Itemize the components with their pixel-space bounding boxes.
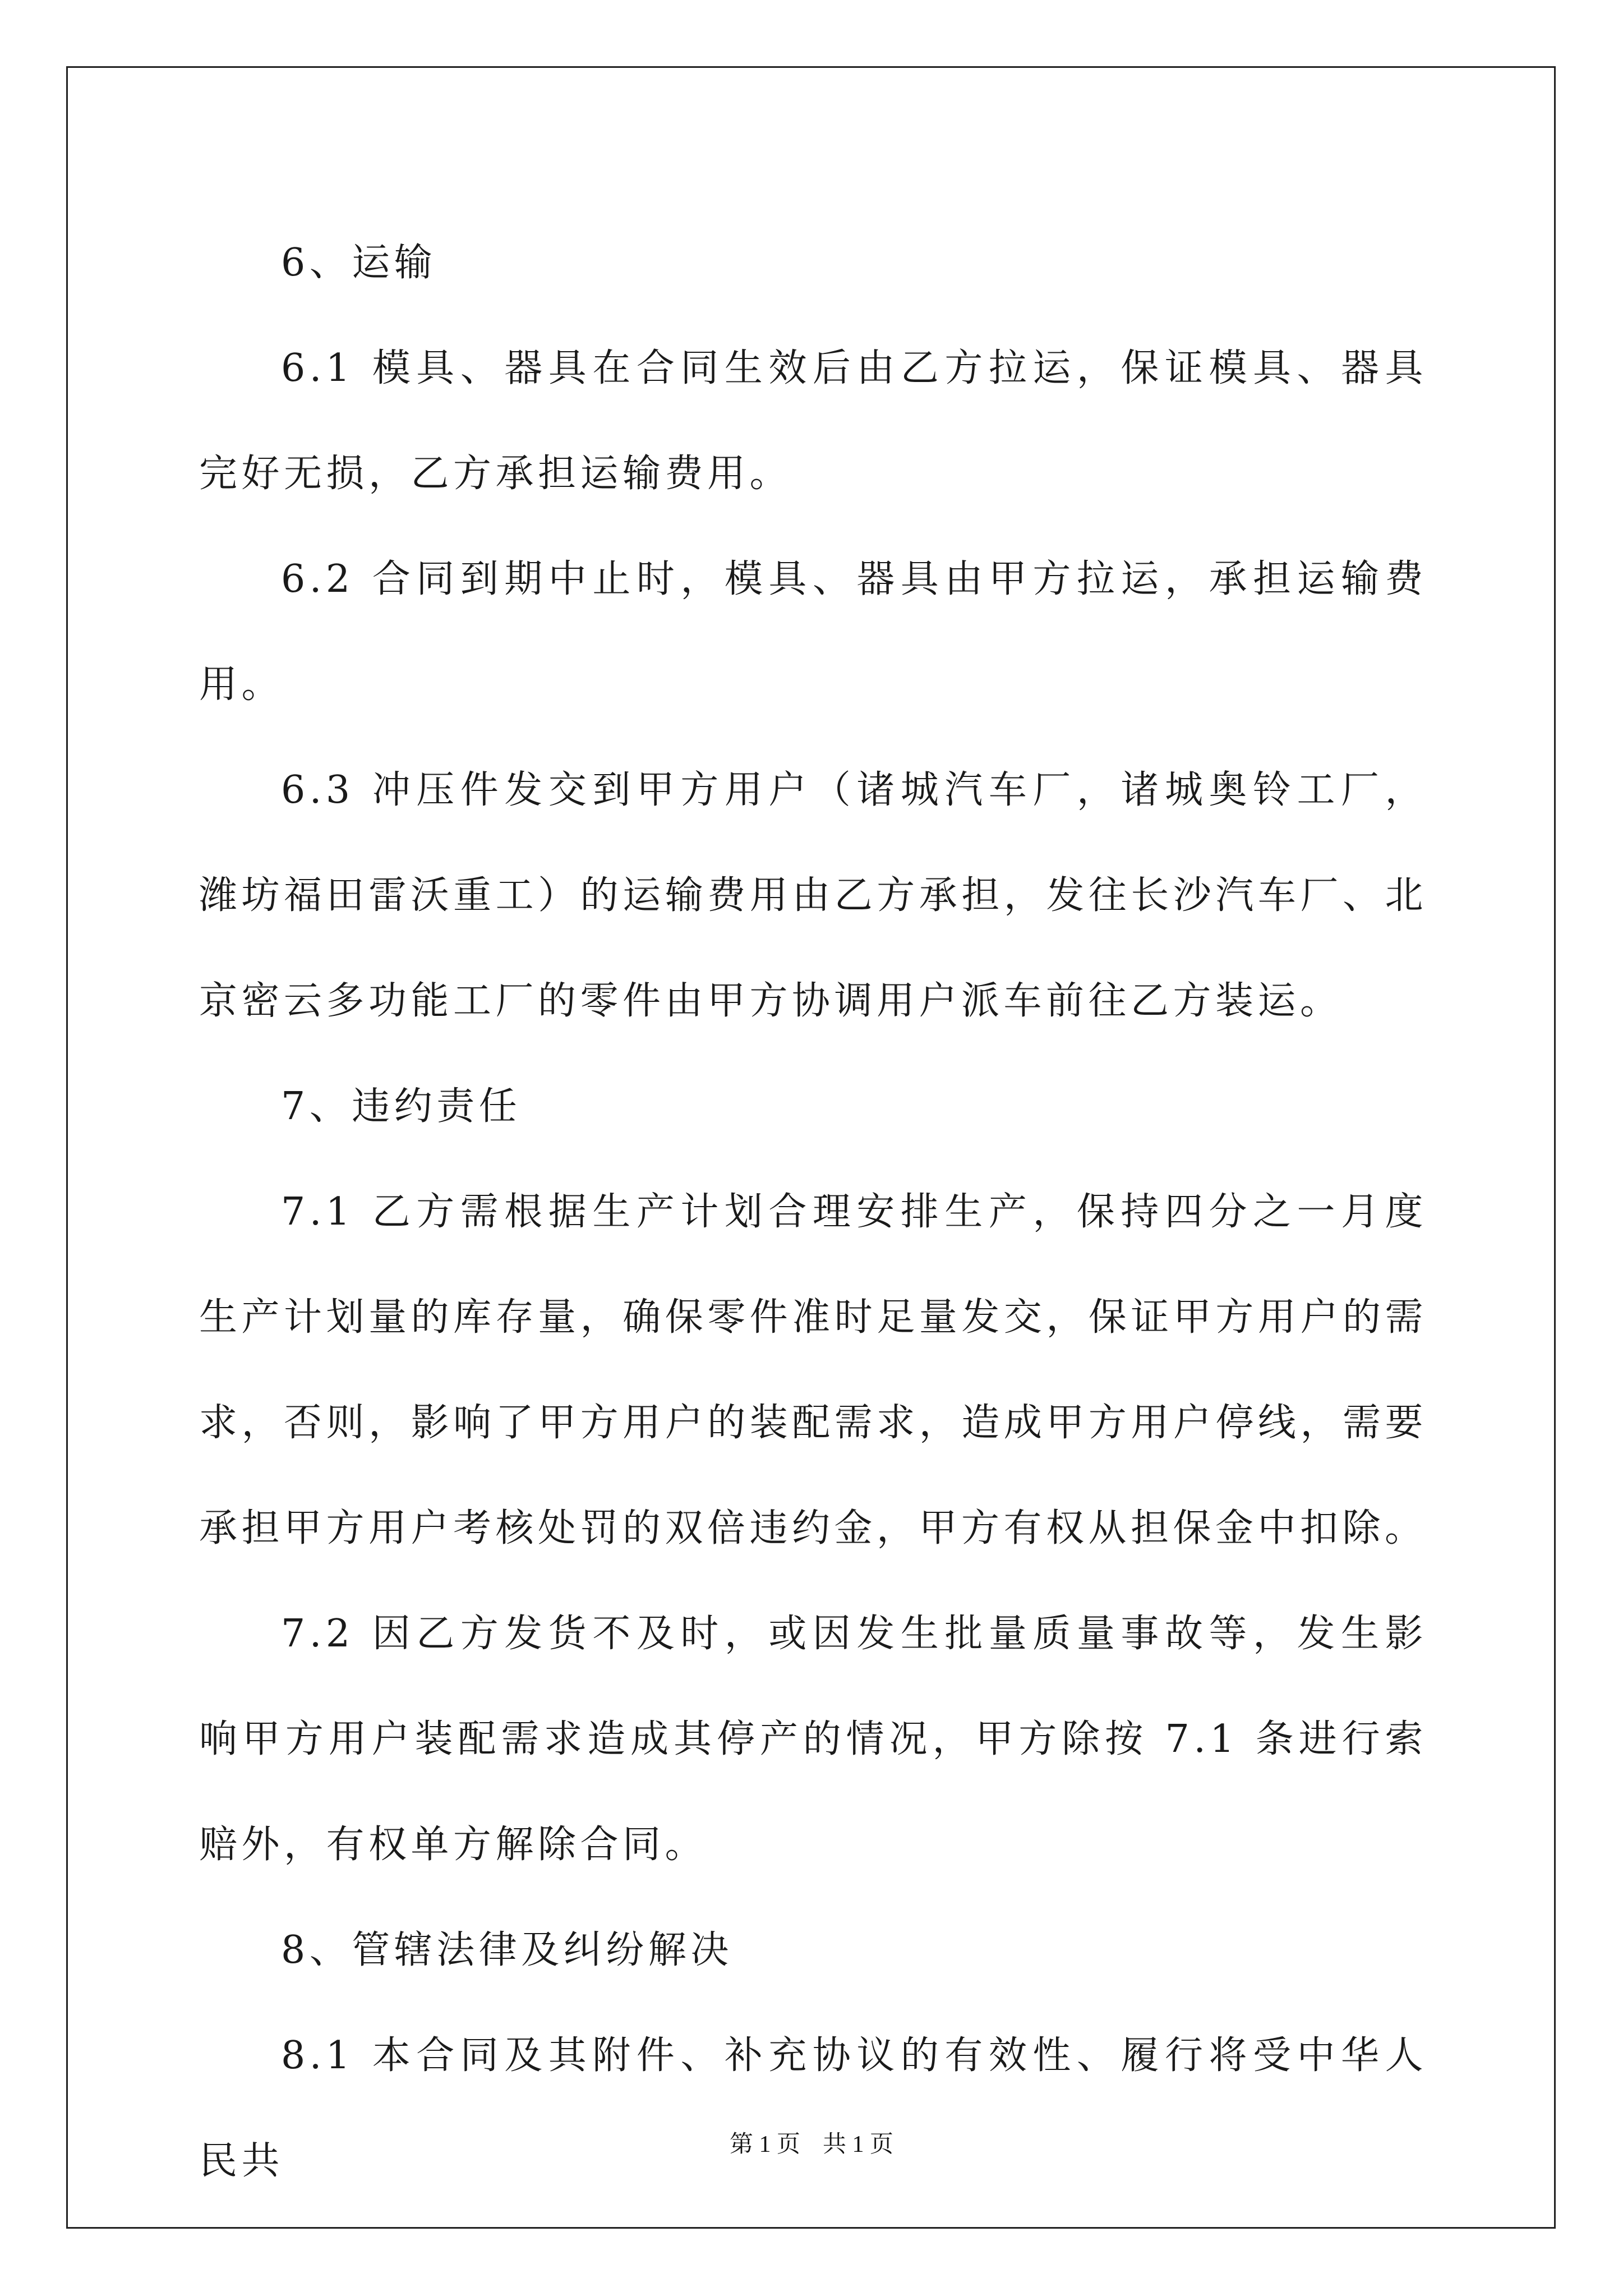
clause-6-1: 6.1 模具、器具在合同生效后由乙方拉运，保证模具、器具完好无损，乙方承担运输费用。 [199, 346, 1427, 496]
page-number-current: 第 1 页 [729, 2132, 800, 2157]
clause-6-2: 6.2 合同到期中止时，模具、器具由甲方拉运，承担运输费用。 [199, 557, 1427, 707]
clause-6-3: 6.3 冲压件发交到甲方用户（诸城汽车厂，诸城奥铃工厂，潍坊福田雷沃重工）的运输费用由乙方承担，发往长沙汽车厂、北京密云多功能工厂的零件由甲方协调用户派车前往乙方装运。 [199, 768, 1427, 1023]
document-body [199, 210, 1427, 2214]
section-heading-transport: 6、运输 [281, 241, 437, 285]
page-number-total: 共 1 页 [823, 2132, 894, 2157]
clause-8-1: 8.1 本合同及其附件、补充协议的有效性、履行将受中华人民共 [199, 2033, 1427, 2183]
clause-7-1: 7.1 乙方需根据生产计划合理安排生产，保持四分之一月度生产计划量的库存量，确保零件准时足量发交，保证甲方用户的需求，否则，影响了甲方用户的装配需求，造成甲方用户停线，需要承担甲方用户考核处罚的双倍违约金，甲方有权从担保金中扣除。 [199, 1190, 1427, 1550]
page-footer [0, 2129, 1623, 2160]
clause-7-2: 7.2 因乙方发货不及时，或因发生批量质量事故等，发生影响甲方用户装配需求造成其停产的情况，甲方除按 7.1 条进行索赔外，有权单方解除合同。 [199, 1612, 1427, 1867]
section-heading-liability: 7、违约责任 [281, 1084, 522, 1129]
section-heading-jurisdiction: 8、管辖法律及纠纷解决 [281, 1928, 733, 1972]
